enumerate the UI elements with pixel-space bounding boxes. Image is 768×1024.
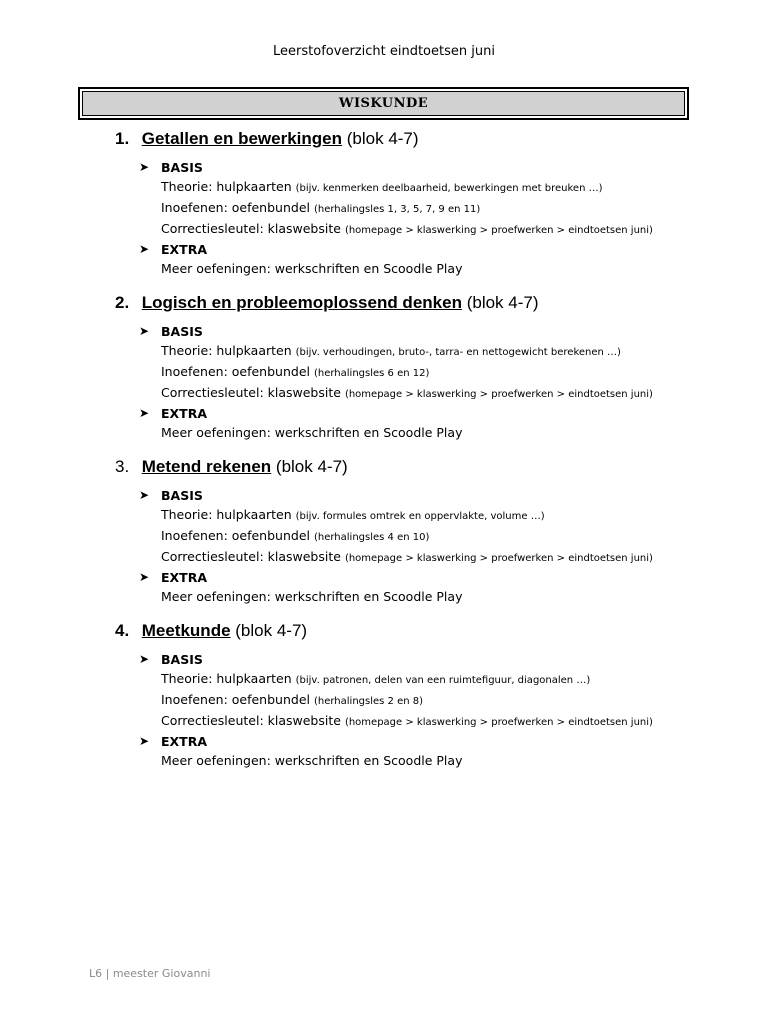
theory-label: Theorie: hulpkaarten xyxy=(161,671,292,686)
arrowhead-icon: ➤ xyxy=(139,242,150,256)
theory-line xyxy=(139,505,695,526)
theory-note: (bijv. kenmerken deelbaarheid, bewerkingen met breuken …) xyxy=(295,183,603,194)
practice-line xyxy=(139,198,695,219)
basis-heading xyxy=(139,486,695,505)
section-number: 1. xyxy=(115,129,130,148)
section-meetkunde xyxy=(115,620,695,770)
section-name: Logisch en probleemoplossend denken xyxy=(141,293,462,312)
extra-heading xyxy=(139,732,695,751)
practice-line xyxy=(139,690,695,711)
key-label: Correctiesleutel: klaswebsite xyxy=(161,221,341,236)
theory-line xyxy=(139,669,695,690)
section-blok: (blok 4-7) xyxy=(346,129,419,148)
section-name: Metend rekenen xyxy=(141,457,272,476)
theory-line xyxy=(139,341,695,362)
theory-note: (bijv. formules omtrek en oppervlakte, volume …) xyxy=(295,511,545,522)
practice-label: Inoefenen: oefenbundel xyxy=(161,200,310,215)
practice-note: (herhalingsles 1, 3, 5, 7, 9 en 11) xyxy=(313,204,481,215)
theory-label: Theorie: hulpkaarten xyxy=(161,507,292,522)
section-title xyxy=(115,292,695,314)
basis-label: BASIS xyxy=(161,324,203,339)
arrowhead-icon: ➤ xyxy=(139,406,150,420)
theory-note: (bijv. verhoudingen, bruto-, tarra- en nettogewicht berekenen …) xyxy=(295,347,621,358)
arrowhead-icon: ➤ xyxy=(139,324,150,338)
practice-label: Inoefenen: oefenbundel xyxy=(161,528,310,543)
section-title xyxy=(115,620,695,642)
extra-line: Meer oefeningen: werkschriften en Scoodle Play xyxy=(161,753,463,768)
subject-title: WISKUNDE xyxy=(82,91,685,116)
section-number: 4. xyxy=(115,621,130,640)
extra-label: EXTRA xyxy=(161,242,208,257)
section-logisch xyxy=(115,292,695,442)
basis-heading xyxy=(139,158,695,177)
key-note: (homepage > klaswerking > proefwerken > eindtoetsen juni) xyxy=(344,717,653,728)
key-line xyxy=(139,383,695,404)
practice-label: Inoefenen: oefenbundel xyxy=(161,364,310,379)
extra-line: Meer oefeningen: werkschriften en Scoodle Play xyxy=(161,589,463,604)
extra-heading xyxy=(139,568,695,587)
arrowhead-icon: ➤ xyxy=(139,652,150,666)
extra-line: Meer oefeningen: werkschriften en Scoodle Play xyxy=(161,425,463,440)
section-blok: (blok 4-7) xyxy=(235,621,308,640)
theory-label: Theorie: hulpkaarten xyxy=(161,179,292,194)
section-title xyxy=(115,456,695,478)
extra-label: EXTRA xyxy=(161,570,208,585)
practice-label: Inoefenen: oefenbundel xyxy=(161,692,310,707)
extra-heading xyxy=(139,240,695,259)
practice-note: (herhalingsles 2 en 8) xyxy=(313,696,424,707)
basis-heading xyxy=(139,322,695,341)
extra-heading xyxy=(139,404,695,423)
key-line xyxy=(139,711,695,732)
section-number: 2. xyxy=(115,293,130,312)
key-label: Correctiesleutel: klaswebsite xyxy=(161,385,341,400)
basis-heading xyxy=(139,650,695,669)
basis-label: BASIS xyxy=(161,652,203,667)
section-blok: (blok 4-7) xyxy=(275,457,348,476)
arrowhead-icon: ➤ xyxy=(139,570,150,584)
page-header: Leerstofoverzicht eindtoetsen juni xyxy=(273,44,495,59)
key-label: Correctiesleutel: klaswebsite xyxy=(161,549,341,564)
theory-line xyxy=(139,177,695,198)
key-line xyxy=(139,547,695,568)
key-note: (homepage > klaswerking > proefwerken > eindtoetsen juni) xyxy=(344,389,653,400)
key-note: (homepage > klaswerking > proefwerken > eindtoetsen juni) xyxy=(344,225,653,236)
arrowhead-icon: ➤ xyxy=(139,160,150,174)
key-line xyxy=(139,219,695,240)
section-number: 3. xyxy=(115,457,130,476)
section-getallen xyxy=(115,128,695,278)
subject-box xyxy=(78,87,689,120)
extra-line: Meer oefeningen: werkschriften en Scoodle Play xyxy=(161,261,463,276)
key-note: (homepage > klaswerking > proefwerken > eindtoetsen juni) xyxy=(344,553,653,564)
page-footer: L6 | meester Giovanni xyxy=(89,967,211,980)
section-blok: (blok 4-7) xyxy=(466,293,539,312)
practice-note: (herhalingsles 4 en 10) xyxy=(313,532,430,543)
extra-label: EXTRA xyxy=(161,406,208,421)
theory-label: Theorie: hulpkaarten xyxy=(161,343,292,358)
theory-note: (bijv. patronen, delen van een ruimtefiguur, diagonalen …) xyxy=(295,675,591,686)
key-label: Correctiesleutel: klaswebsite xyxy=(161,713,341,728)
basis-label: BASIS xyxy=(161,488,203,503)
arrowhead-icon: ➤ xyxy=(139,734,150,748)
arrowhead-icon: ➤ xyxy=(139,488,150,502)
section-name: Getallen en bewerkingen xyxy=(141,129,343,148)
practice-line xyxy=(139,362,695,383)
section-name: Meetkunde xyxy=(141,621,231,640)
section-metend-rekenen xyxy=(115,456,695,606)
practice-note: (herhalingsles 6 en 12) xyxy=(313,368,430,379)
extra-label: EXTRA xyxy=(161,734,208,749)
section-title xyxy=(115,128,695,150)
basis-label: BASIS xyxy=(161,160,203,175)
practice-line xyxy=(139,526,695,547)
